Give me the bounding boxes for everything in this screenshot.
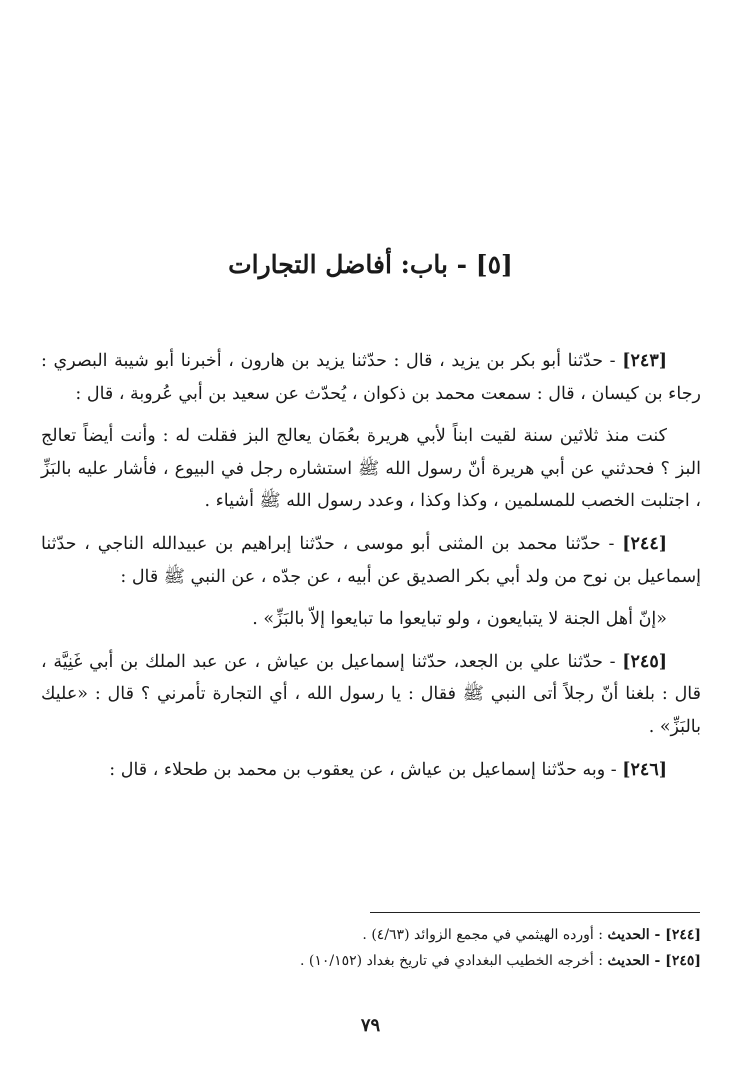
chapter-heading: [٥] - باب: أفاضل التجارات	[228, 250, 513, 279]
body-text	[41, 345, 701, 796]
hadith-246	[41, 754, 701, 787]
hadith-number: [٢٤٥]	[622, 651, 667, 672]
footnote-ref: [٢٤٥] - الحديث	[607, 953, 701, 969]
page-number: ٧٩	[360, 1015, 381, 1036]
hadith-243-matn: كنت منذ ثلاثين سنة لقيت ابناً لأبي هريرة بعُمَان يعالج البز فقلت له : وأنت أيضاً تعالج البز ؟ فحدثني عن أبي هريرة أنّ رسول الله ﷺ استشاره رجل في البيوع ، فأشار عليه بالبَزِّ ، اجتلبت الخصب للمسلمين ، وكذا وكذا ، وعدد رسول الله ﷺ أشياء .	[41, 426, 701, 512]
footnote-245	[41, 948, 701, 974]
footnote-244	[41, 922, 701, 948]
isnad-text: - حدّثنا أبو بكر بن يزيد ، قال : حدّثنا يزيد بن هارون ، أخبرنا أبو شيبة البصري : رجاء بن كيسان ، قال : سمعت محمد بن ذكوان ، يُحدّث عن سعيد بن أبي عُروبة ، قال :	[41, 351, 701, 404]
hadith-244-isnad	[41, 528, 701, 593]
hadith-number: [٢٤٤]	[622, 533, 667, 554]
hadith-number: [٢٤٣]	[622, 351, 667, 371]
footnotes	[41, 922, 701, 974]
hadith-243-isnad	[41, 345, 701, 410]
isnad-text: - وبه حدّثنا إسماعيل بن عياش ، عن يعقوب بن محمد بن طحلاء ، قال :	[109, 759, 623, 780]
isnad-text: - حدّثنا محمد بن المثنى أبو موسى ، حدّثنا إبراهيم بن عبيدالله الناجي ، حدّثنا إسماعيل بن نوح من ولد أبي بكر الصديق عن أبيه ، عن جدّه ، عن النبي ﷺ قال :	[41, 533, 701, 587]
footnote-text: : أورده الهيثمي في مجمع الزوائد (٤/٦٣) .	[362, 927, 608, 943]
hadith-245	[41, 646, 701, 744]
isnad-text: - حدّثنا علي بن الجعد، حدّثنا إسماعيل بن عياش ، عن عبد الملك بن أبي غَنِيَّة ، قال : بلغنا أنّ رجلاً أتى النبي ﷺ فقال : يا رسول الله ، أي التجارة تأمرني ؟ قال : «عليك بالبَزِّ» .	[41, 651, 701, 737]
footnote-divider	[370, 912, 700, 913]
footnote-ref: [٢٤٤] - الحديث	[607, 927, 701, 943]
hadith-244-matn: «إنّ أهل الجنة لا يتبايعون ، ولو تبايعوا ما تبايعوا إلاّ بالبَزِّ» .	[252, 609, 667, 630]
footnote-text: : أخرجه الخطيب البغدادي في تاريخ بغداد (١٠/١٥٢) .	[299, 953, 608, 969]
hadith-number: [٢٤٦]	[622, 759, 667, 780]
